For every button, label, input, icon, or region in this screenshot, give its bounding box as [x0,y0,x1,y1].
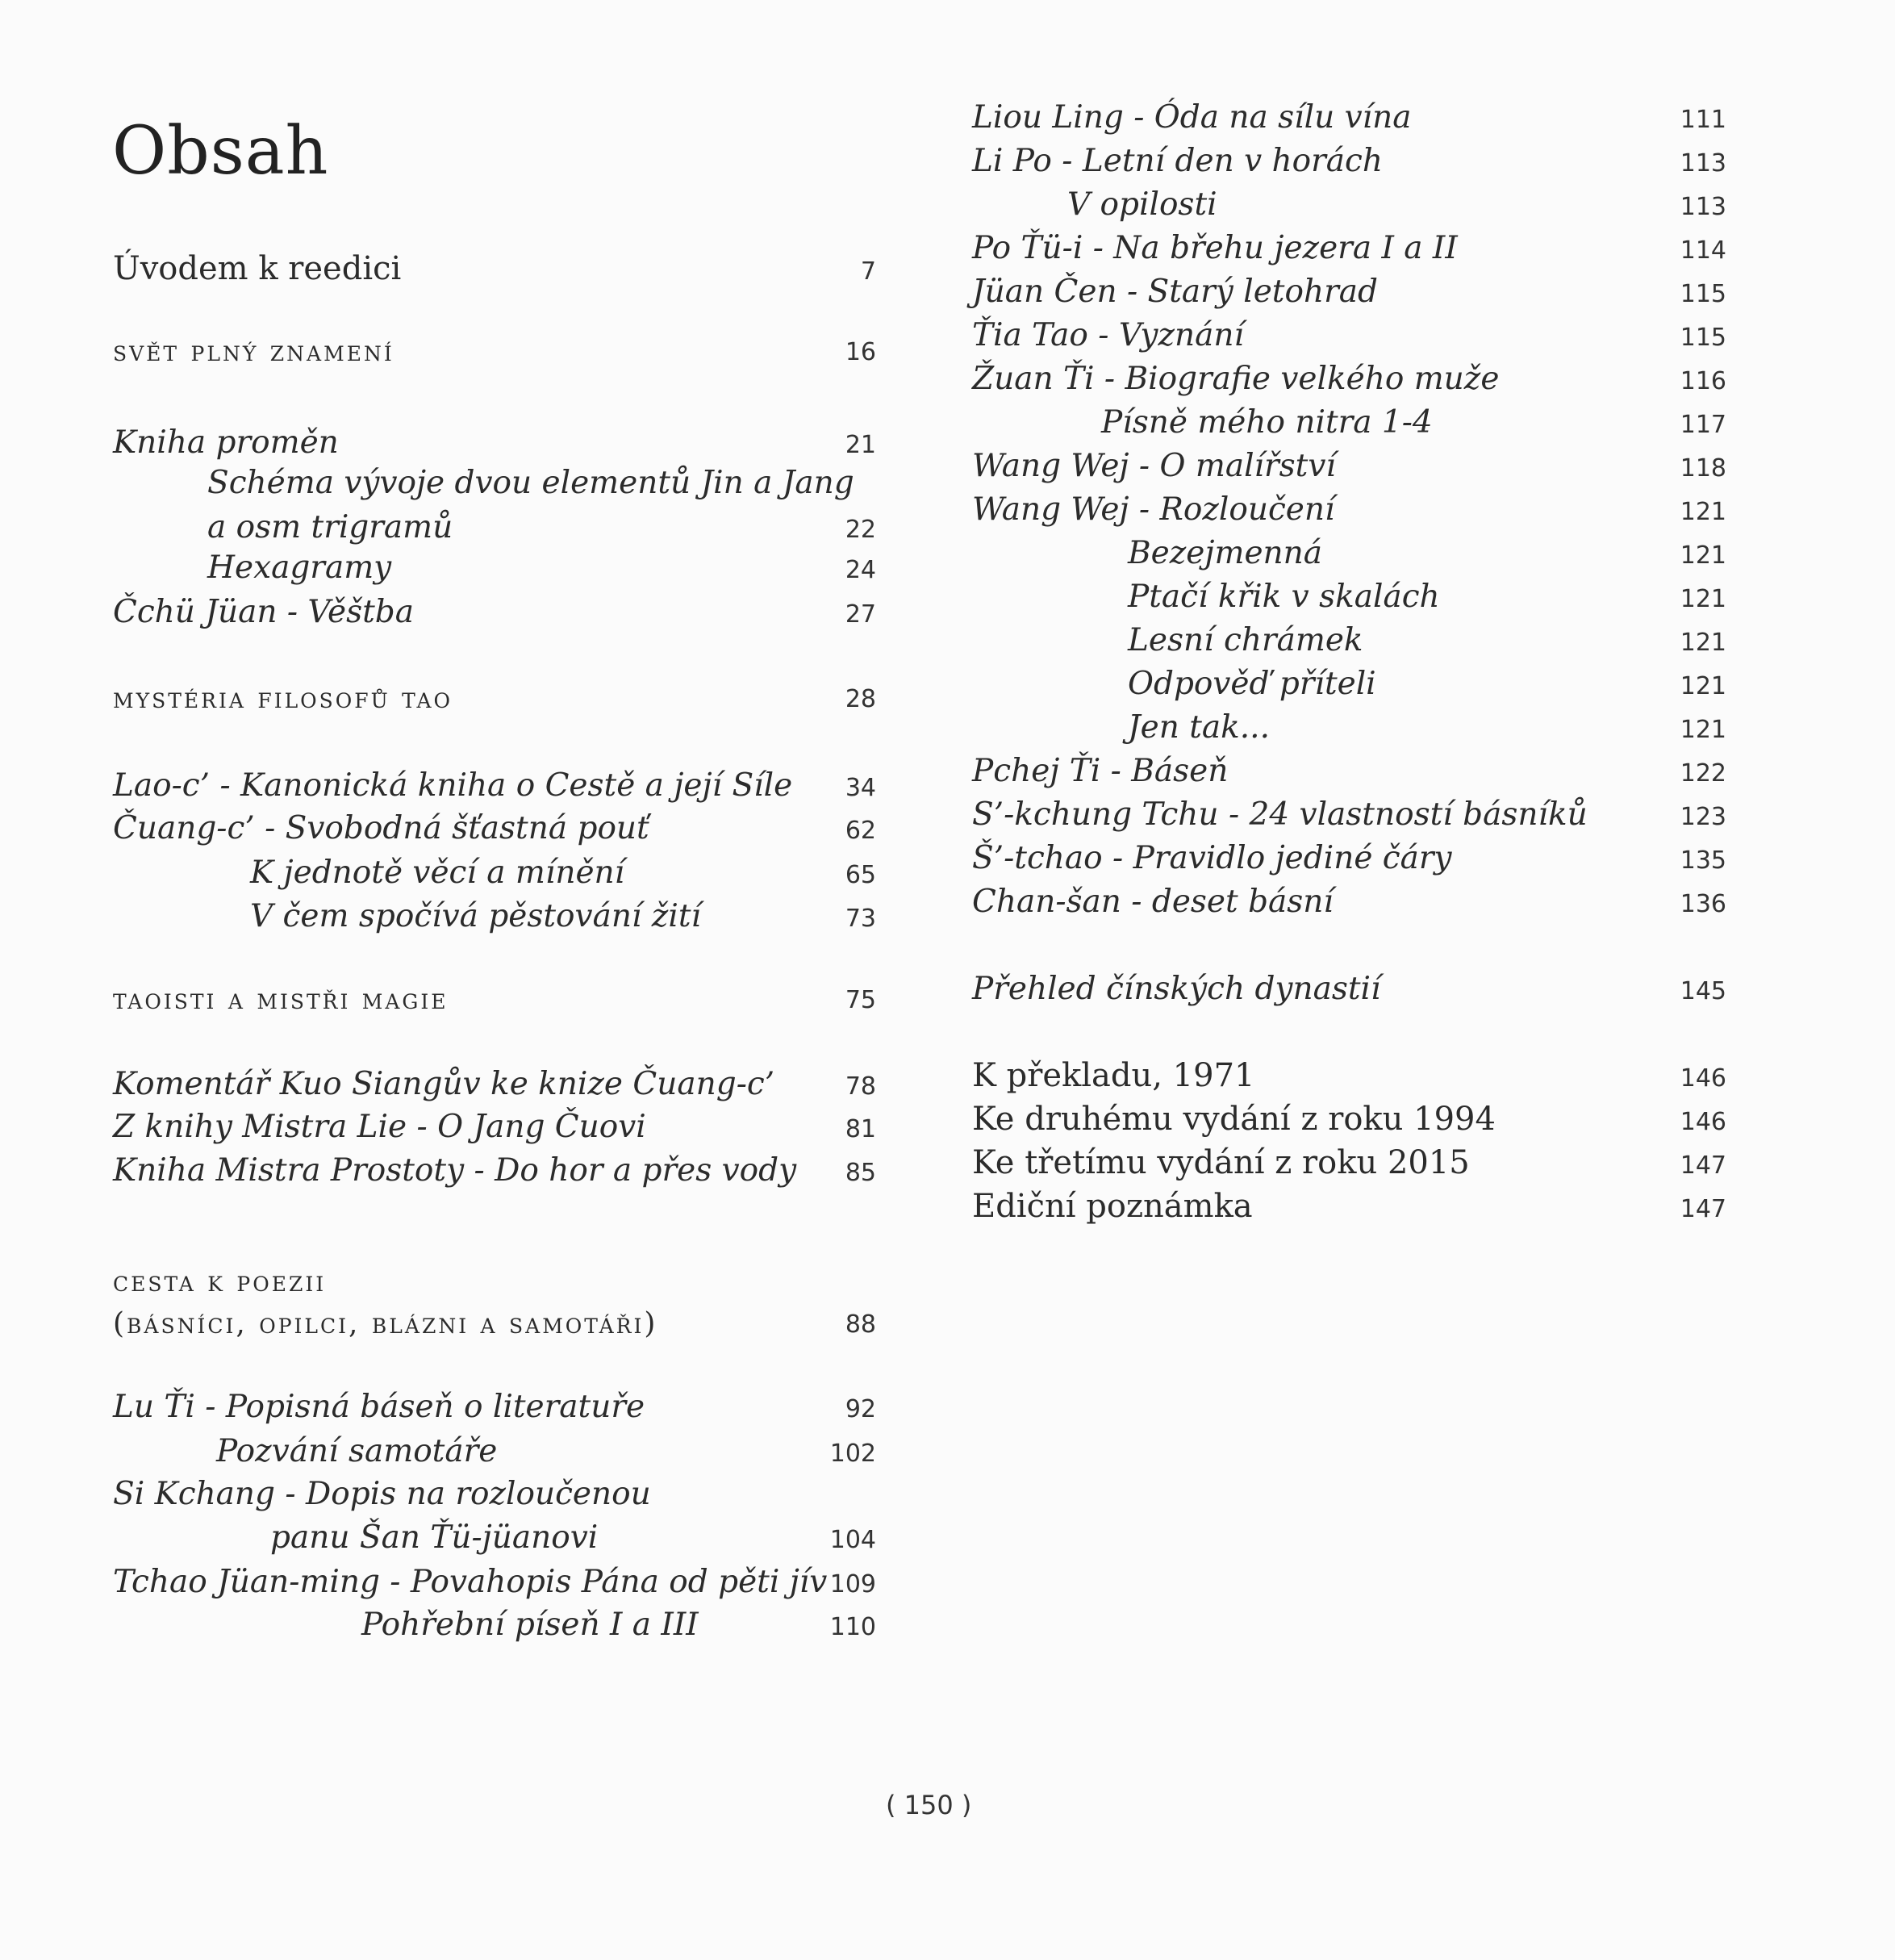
toc-entry-page: 146 [1680,1108,1726,1136]
toc-entry [113,461,876,506]
toc-entry-page: 65 [845,861,876,889]
toc-entry-title: Liou Ling - Óda na sílu vína [972,99,1412,136]
toc-entry [972,836,1726,881]
toc-entry [972,967,1726,1012]
toc-entry-title: Komentář Kuo Siangův ke knize Čuang-c’ [113,1066,775,1102]
toc-entry [972,662,1726,707]
toc-entry-page: 85 [845,1159,876,1187]
toc-entry-title: Bezejmenná [1128,535,1323,571]
toc-entry-title: V čem spočívá pěstování žití [250,898,701,934]
toc-entry-title: V opilosti [1067,186,1217,223]
toc-entry [113,505,876,550]
toc-entry-title: svět plný znamení [113,335,394,368]
toc-entry-title: Š’-tchao - Pravidlo jediné čáry [972,840,1452,876]
toc-entry-page: 113 [1680,193,1726,221]
toc-entry [113,806,876,851]
toc-entry-title: K překladu, 1971 [972,1057,1255,1094]
toc-entry [972,705,1726,750]
toc-entry-page: 136 [1680,890,1726,918]
toc-entry-title: S’-kchung Tchu - 24 vlastností básníků [972,796,1588,833]
toc-entry-page: 110 [829,1613,876,1641]
toc-entry [972,1097,1726,1143]
toc-entry [972,618,1726,663]
toc-entry-page: 122 [1680,759,1726,788]
toc-entry-title: Lao-c’ - Kanonická kniha o Cestě a její Síle [113,767,793,804]
toc-entry [113,1148,876,1193]
toc-entry [972,313,1726,358]
toc-entry-page: 118 [1680,454,1726,483]
toc-entry [972,357,1726,402]
toc-entry-title: Tchao Jüan-ming - Povahopis Pána od pěti jív [113,1564,828,1600]
toc-entry [972,1185,1726,1230]
toc-entry-page: 109 [829,1570,876,1599]
toc-entry-page: 117 [1680,411,1726,439]
toc-entry-title: Ťia Tao - Vyznání [972,317,1244,353]
toc-entry [972,880,1726,925]
toc-entry-title: Si Kchang - Dopis na rozloučenou [113,1476,651,1512]
toc-entry-title: Schéma vývoje dvou elementů Jin a Jang [207,465,854,501]
toc-entry-title: Ptačí křik v skalách [1128,579,1440,615]
toc-entry-title: Odpověď příteli [1128,666,1376,702]
toc-entry-page: 104 [829,1526,876,1554]
toc-entry [113,850,876,896]
toc-entry [113,1603,876,1648]
toc-entry-title: cesta k poezii [113,1265,327,1298]
toc-entry-title: Ke třetímu vydání z roku 2015 [972,1144,1470,1181]
toc-entry-page: 22 [845,516,876,544]
toc-entry-title: Ke druhému vydání z roku 1994 [972,1101,1496,1138]
toc-entry [972,400,1726,445]
toc-entry [972,575,1726,620]
toc-entry-page: 75 [845,986,876,1014]
toc-entry-page: 116 [1680,367,1726,395]
toc-entry-title: Pohřební píseň I a III [361,1607,699,1643]
toc-entry [113,590,876,635]
toc-entry-page: 111 [1680,106,1726,134]
toc-entry-title: Kniha proměn [113,424,339,461]
toc-entry [972,182,1726,228]
toc-entry-page: 92 [845,1395,876,1423]
toc-entry [113,1429,876,1474]
toc-entry-title: Lesní chrámek [1128,622,1363,658]
toc-entry-page: 145 [1680,977,1726,1005]
toc-entry [113,1472,876,1517]
toc-entry [113,1385,876,1430]
toc-entry-title: Hexagramy [207,550,392,586]
toc-entry-page: 115 [1680,324,1726,352]
toc-entry-title: a osm trigramů [207,509,453,545]
toc-entry [113,420,876,466]
toc-entry-page: 102 [829,1440,876,1468]
toc-entry-page: 81 [845,1115,876,1143]
toc-entry-page: 78 [845,1072,876,1101]
toc-entry-page: 121 [1680,585,1726,613]
toc-entry-page: 123 [1680,803,1726,831]
toc-entry-title: (básníci, opilci, blázni a samotáři) [113,1307,658,1340]
toc-entry-title: mystéria filosofů tao [113,682,453,715]
toc-entry-page: 121 [1680,629,1726,657]
toc-entry-page: 114 [1680,236,1726,265]
toc-entry [113,1300,876,1345]
toc-entry [113,763,876,809]
toc-entry [972,95,1726,140]
toc-entry-page: 62 [845,817,876,845]
page-number: ( 150 ) [886,1790,972,1820]
toc-entry-title: Jen tak... [1128,709,1270,746]
toc-entry-page: 34 [845,774,876,802]
toc-entry-title: Čchü Jüan - Věštba [113,594,414,630]
toc-entry-title: Wang Wej - Rozloučení [972,491,1335,528]
toc-entry-page: 7 [860,257,876,286]
toc-entry [972,270,1726,315]
toc-entry-title: panu Šan Ťü-jüanovi [270,1519,599,1556]
toc-entry-page: 146 [1680,1064,1726,1093]
toc-entry-title: Z knihy Mistra Lie - O Jang Čuovi [113,1109,646,1145]
toc-entry-page: 121 [1680,498,1726,526]
toc-entry-title: Wang Wej - O malířství [972,448,1336,484]
toc-entry [113,247,876,292]
toc-entry-title: Žuan Ťi - Biografie velkého muže [972,361,1500,397]
toc-entry-page: 21 [845,431,876,459]
toc-entry-page: 121 [1680,672,1726,700]
toc-entry [113,328,876,373]
toc-entry [972,749,1726,794]
toc-entry-title: Jüan Čen - Starý letohrad [972,274,1378,310]
toc-entry-page: 121 [1680,541,1726,570]
toc-entry-title: Přehled čínských dynastií [972,971,1381,1007]
toc-entry-page: 88 [845,1310,876,1339]
toc-entry-title: Lu Ťi - Popisná báseň o literatuře [113,1389,645,1425]
toc-entry-page: 28 [845,685,876,713]
toc-entry-page: 113 [1680,149,1726,178]
toc-entry-page: 135 [1680,846,1726,875]
page-title: Obsah [112,113,329,190]
toc-entry [972,487,1726,533]
toc-entry [972,226,1726,271]
toc-entry-title: Pchej Ťi - Báseň [972,753,1229,789]
toc-entry [972,1054,1726,1099]
toc-entry [113,545,876,591]
toc-entry-page: 27 [845,600,876,629]
toc-entry [113,894,876,939]
toc-entry-title: Li Po - Letní den v horách [972,143,1383,179]
toc-entry-title: K jednotě věcí a mínění [250,855,625,891]
toc-entry-title: Chan-šan - deset básní [972,884,1334,920]
toc-entry-title: Písně mého nitra 1-4 [1101,404,1433,441]
toc-entry [113,1560,876,1605]
toc-entry-title: Ediční poznámka [972,1188,1253,1225]
toc-entry-title: Čuang-c’ - Svobodná šťastná pouť [113,810,649,846]
toc-entry [113,1515,876,1561]
toc-entry-title: Po Ťü-i - Na břehu jezera I a II [972,230,1458,266]
toc-entry [972,444,1726,489]
toc-entry-title: Pozvání samotáře [216,1433,498,1469]
toc-entry [972,792,1726,838]
toc-entry-title: Kniha Mistra Prostoty - Do hor a přes vody [113,1152,797,1189]
toc-entry [113,1062,876,1107]
toc-entry [113,1105,876,1150]
toc-entry-page: 147 [1680,1195,1726,1223]
toc-entry-title: Úvodem k reedici [113,250,402,287]
toc-entry [972,531,1726,576]
toc-entry [113,675,876,720]
toc-entry-page: 73 [845,905,876,933]
toc-entry [113,976,876,1021]
toc-entry-title: taoisti a mistři magie [113,983,449,1016]
toc-entry-page: 16 [845,338,876,366]
toc-entry [972,139,1726,184]
toc-entry [972,1141,1726,1186]
toc-entry-page: 121 [1680,716,1726,744]
toc-entry-page: 115 [1680,280,1726,308]
toc-entry [113,1258,876,1303]
toc-entry-page: 24 [845,556,876,584]
toc-entry-page: 147 [1680,1151,1726,1180]
